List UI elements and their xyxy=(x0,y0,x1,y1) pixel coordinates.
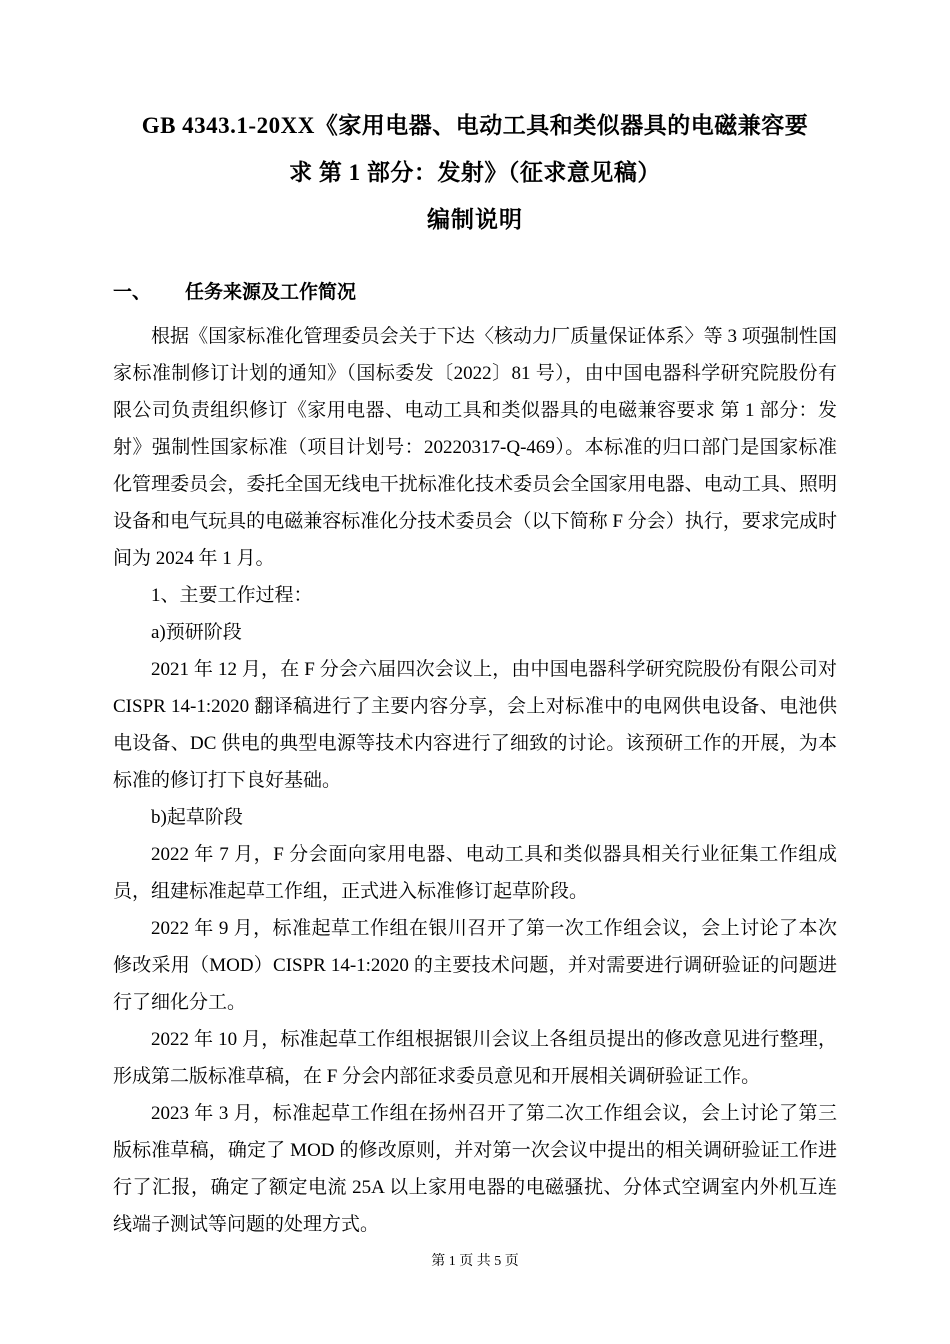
title-line-1: GB 4343.1-20XX《家用电器、电动工具和类似器具的电磁兼容要 xyxy=(141,113,809,138)
paragraph: 2021 年 12 月，在 F 分会六届四次会议上，由中国电器科学研究院股份有限公司对 CISPR 14-1:2020 翻译稿进行了主要内容分享，会上对标准中的电网供电设备、电池供电设备、DC 供电的典型电源等技术内容进行了细致的讨论。该预研工作的开展，为本标准的修订打下良好基础。 xyxy=(113,659,837,791)
paragraph: 2022 年 7 月，F 分会面向家用电器、电动工具和类似器具相关行业征集工作组成员，组建标准起草工作组，正式进入标准修订起草阶段。 xyxy=(113,844,837,902)
title-line-2: 求 第 1 部分：发射》（征求意见稿） xyxy=(289,160,661,185)
section-heading xyxy=(113,281,837,305)
section-number: 一、 xyxy=(113,282,152,303)
page-footer xyxy=(0,1252,950,1272)
paragraph: 2022 年 10 月，标准起草工作组根据银川会议上各组员提出的修改意见进行整理，形成第二版标准草稿，在 F 分会内部征求委员意见和开展相关调研验证工作。 xyxy=(113,1029,837,1087)
paragraph: a)预研阶段 xyxy=(151,622,242,643)
paragraph: 1、主要工作过程： xyxy=(151,585,313,606)
paragraph: 2022 年 9 月，标准起草工作组在银川召开了第一次工作组会议，会上讨论了本次修改采用（MOD）CISPR 14-1:2020 的主要技术问题，并对需要进行调研验证的问题进行了细化分工。 xyxy=(113,918,837,1013)
section-title: 任务来源及工作简况 xyxy=(185,282,357,303)
paragraph: 根据《国家标准化管理委员会关于下达〈核动力厂质量保证体系〉等 3 项强制性国家标准制修订计划的通知》（国标委发〔2022〕81 号），由中国电器科学研究院股份有限公司负责组织修订《家用电器、电动工具和类似器具的电磁兼容要求 第 1 部分：发射》强制性国家标准（项目计划号：20220317-Q-469）。本标准的归口部门是国家标准化管理委员会，委托全国无线电干扰标准化技术委员会全国家用电器、电动工具、照明设备和电气玩具的电磁兼容标准化分技术委员会（以下简称 F 分会）执行，要求完成时间为 2024 年 1 月。 xyxy=(113,326,837,569)
paragraph: 2023 年 3 月，标准起草工作组在扬州召开了第二次工作组会议，会上讨论了第三版标准草稿，确定了 MOD 的修改原则，并对第一次会议中提出的相关调研验证工作进行了汇报，确定了额定电流 25A 以上家用电器的电磁骚扰、分体式空调室内外机互连线端子测试等问题的处理方式。 xyxy=(113,1103,837,1235)
paragraph: b)起草阶段 xyxy=(151,807,243,828)
page-number-indicator: 第 1 页 共 5 页 xyxy=(431,1254,519,1269)
document-title xyxy=(113,102,837,243)
document-subtitle: 编制说明 xyxy=(427,207,523,232)
document-body xyxy=(113,318,837,1243)
